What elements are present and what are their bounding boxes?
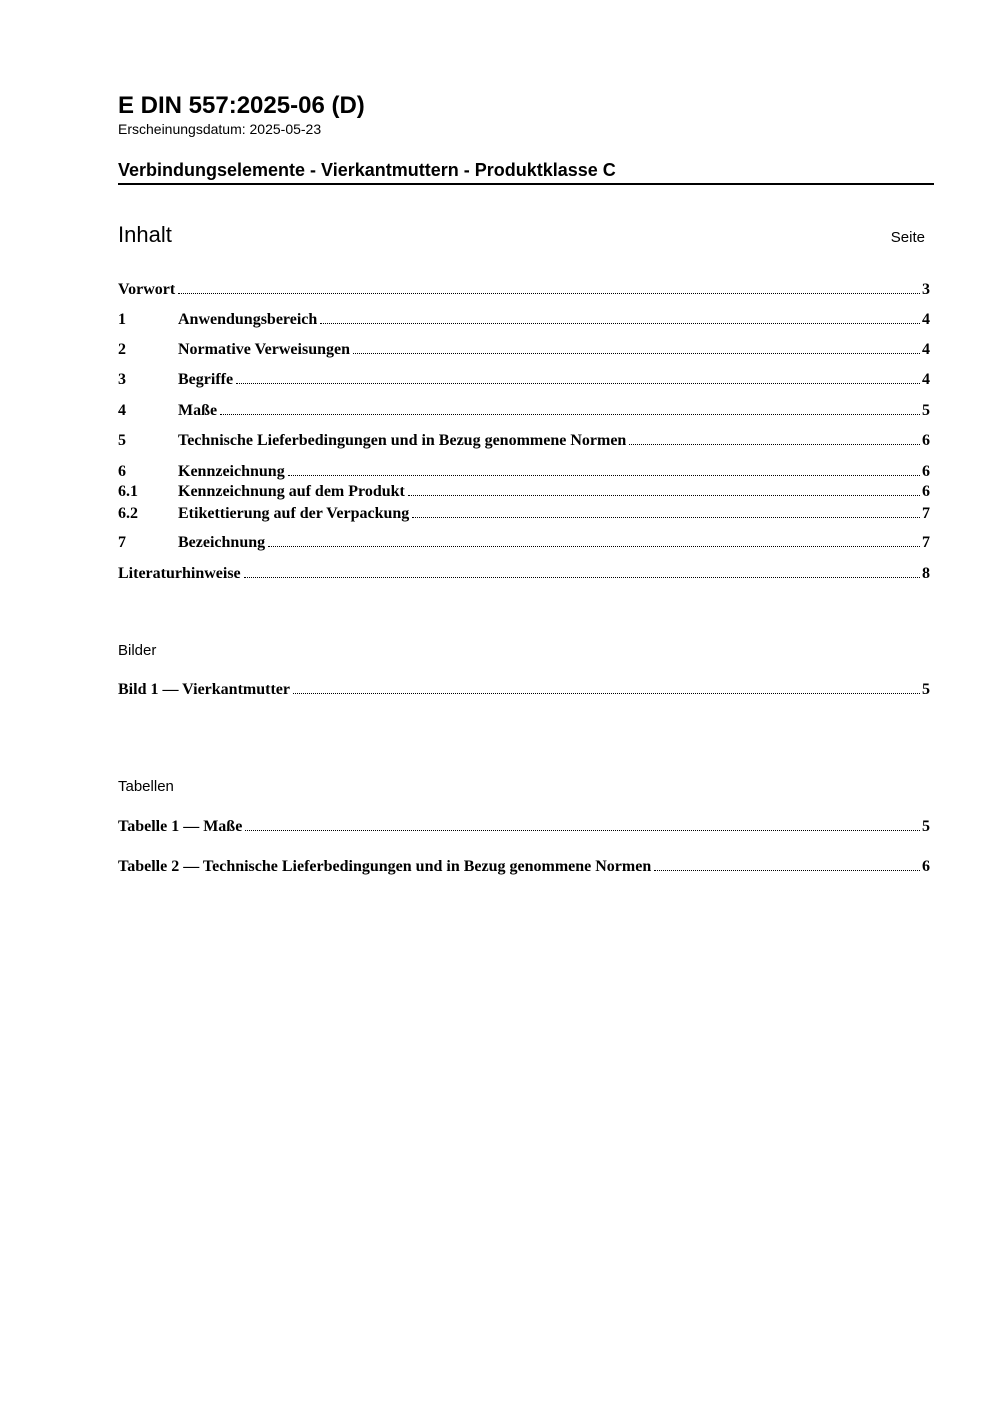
toc-entry-page: 6 bbox=[922, 483, 930, 500]
toc-entry-text: Anwendungsbereich bbox=[178, 311, 318, 328]
toc-dot-leader bbox=[320, 310, 920, 324]
toc-entry-vorwort[interactable] bbox=[118, 280, 930, 300]
toc-entry-6-1[interactable] bbox=[118, 482, 930, 502]
toc-entry-text: Literaturhinweise bbox=[118, 565, 241, 582]
toc-entry-7[interactable] bbox=[118, 533, 930, 553]
toc-entry-page: 6 bbox=[922, 432, 930, 449]
toc-entry-page: 4 bbox=[922, 371, 930, 388]
toc-entry-number: 2 bbox=[118, 341, 126, 358]
toc-entry-text: Begriffe bbox=[178, 371, 234, 388]
page-column-label: Seite bbox=[890, 229, 925, 246]
toc-entry-page: 4 bbox=[922, 341, 930, 358]
toc-dot-leader bbox=[244, 564, 920, 578]
toc-dot-leader bbox=[268, 533, 920, 547]
toc-entry-6[interactable] bbox=[118, 462, 930, 482]
tables-label: Tabellen bbox=[118, 778, 174, 795]
toc-entry-number: 1 bbox=[118, 311, 126, 328]
toc-entry-page: 7 bbox=[922, 534, 930, 551]
toc-entry-text: Kennzeichnung auf dem Produkt bbox=[178, 483, 405, 500]
toc-entry-number: 4 bbox=[118, 402, 126, 419]
figures-label: Bilder bbox=[118, 642, 157, 659]
table-entry-page: 5 bbox=[922, 818, 930, 835]
toc-dot-leader bbox=[245, 817, 920, 831]
toc-entry-text: Maße bbox=[178, 402, 218, 419]
toc-entry-6-2[interactable] bbox=[118, 504, 930, 524]
table-entry-text: Tabelle 2 — Technische Lieferbedingungen und in Bezug genommene Normen bbox=[118, 858, 652, 875]
toc-entry-number: 6.1 bbox=[118, 483, 138, 500]
figure-entry-text: Bild 1 — Vierkantmutter bbox=[118, 681, 290, 698]
figure-entry-1[interactable] bbox=[118, 680, 930, 700]
toc-entry-number: 6.2 bbox=[118, 505, 138, 522]
toc-entry-page: 3 bbox=[922, 281, 930, 298]
toc-entry-number: 6 bbox=[118, 463, 126, 480]
toc-dot-leader bbox=[629, 431, 920, 445]
contents-heading: Inhalt bbox=[118, 222, 172, 247]
toc-entry-text: Etikettierung auf der Verpackung bbox=[178, 505, 410, 522]
toc-entry-text: Bezeichnung bbox=[178, 534, 266, 551]
toc-entry-number: 7 bbox=[118, 534, 126, 551]
toc-entry-page: 8 bbox=[922, 565, 930, 582]
toc-dot-leader bbox=[654, 857, 920, 871]
document-header bbox=[118, 92, 934, 138]
toc-entry-page: 4 bbox=[922, 311, 930, 328]
toc-entry-number: 3 bbox=[118, 371, 126, 388]
toc-entry-4[interactable] bbox=[118, 401, 930, 421]
toc-entry-page: 6 bbox=[922, 463, 930, 480]
table-entry-2[interactable] bbox=[118, 857, 930, 877]
toc-entry-5[interactable] bbox=[118, 431, 930, 451]
document-title: Verbindungselemente - Vierkantmuttern - Produktklasse C bbox=[118, 158, 934, 185]
toc-dot-leader bbox=[220, 401, 920, 415]
toc-entry-2[interactable] bbox=[118, 340, 930, 360]
toc-entry-text: Normative Verweisungen bbox=[178, 341, 350, 358]
toc-dot-leader bbox=[412, 504, 920, 518]
toc-entry-page: 7 bbox=[922, 505, 930, 522]
toc-dot-leader bbox=[353, 340, 920, 354]
toc-dot-leader bbox=[408, 482, 920, 496]
toc-entry-text: Vorwort bbox=[118, 281, 176, 298]
toc-entry-1[interactable] bbox=[118, 310, 930, 330]
toc-entry-text: Technische Lieferbedingungen und in Bezug genommene Normen bbox=[178, 432, 627, 449]
toc-dot-leader bbox=[288, 462, 920, 476]
figure-entry-page: 5 bbox=[922, 681, 930, 698]
toc-entry-number: 5 bbox=[118, 432, 126, 449]
document-number: E DIN 557:2025-06 (D) bbox=[118, 92, 365, 119]
table-entry-1[interactable] bbox=[118, 817, 930, 837]
toc-dot-leader bbox=[178, 280, 920, 294]
toc-entry-text: Kennzeichnung bbox=[178, 463, 285, 480]
toc-entry-literaturhinweise[interactable] bbox=[118, 564, 930, 584]
publication-date: Erscheinungsdatum: 2025-05-23 bbox=[118, 121, 322, 137]
toc-entry-page: 5 bbox=[922, 402, 930, 419]
toc-entry-3[interactable] bbox=[118, 370, 930, 390]
toc-dot-leader bbox=[236, 370, 920, 384]
toc-dot-leader bbox=[293, 680, 920, 694]
table-entry-page: 6 bbox=[922, 858, 930, 875]
table-entry-text: Tabelle 1 — Maße bbox=[118, 818, 243, 835]
